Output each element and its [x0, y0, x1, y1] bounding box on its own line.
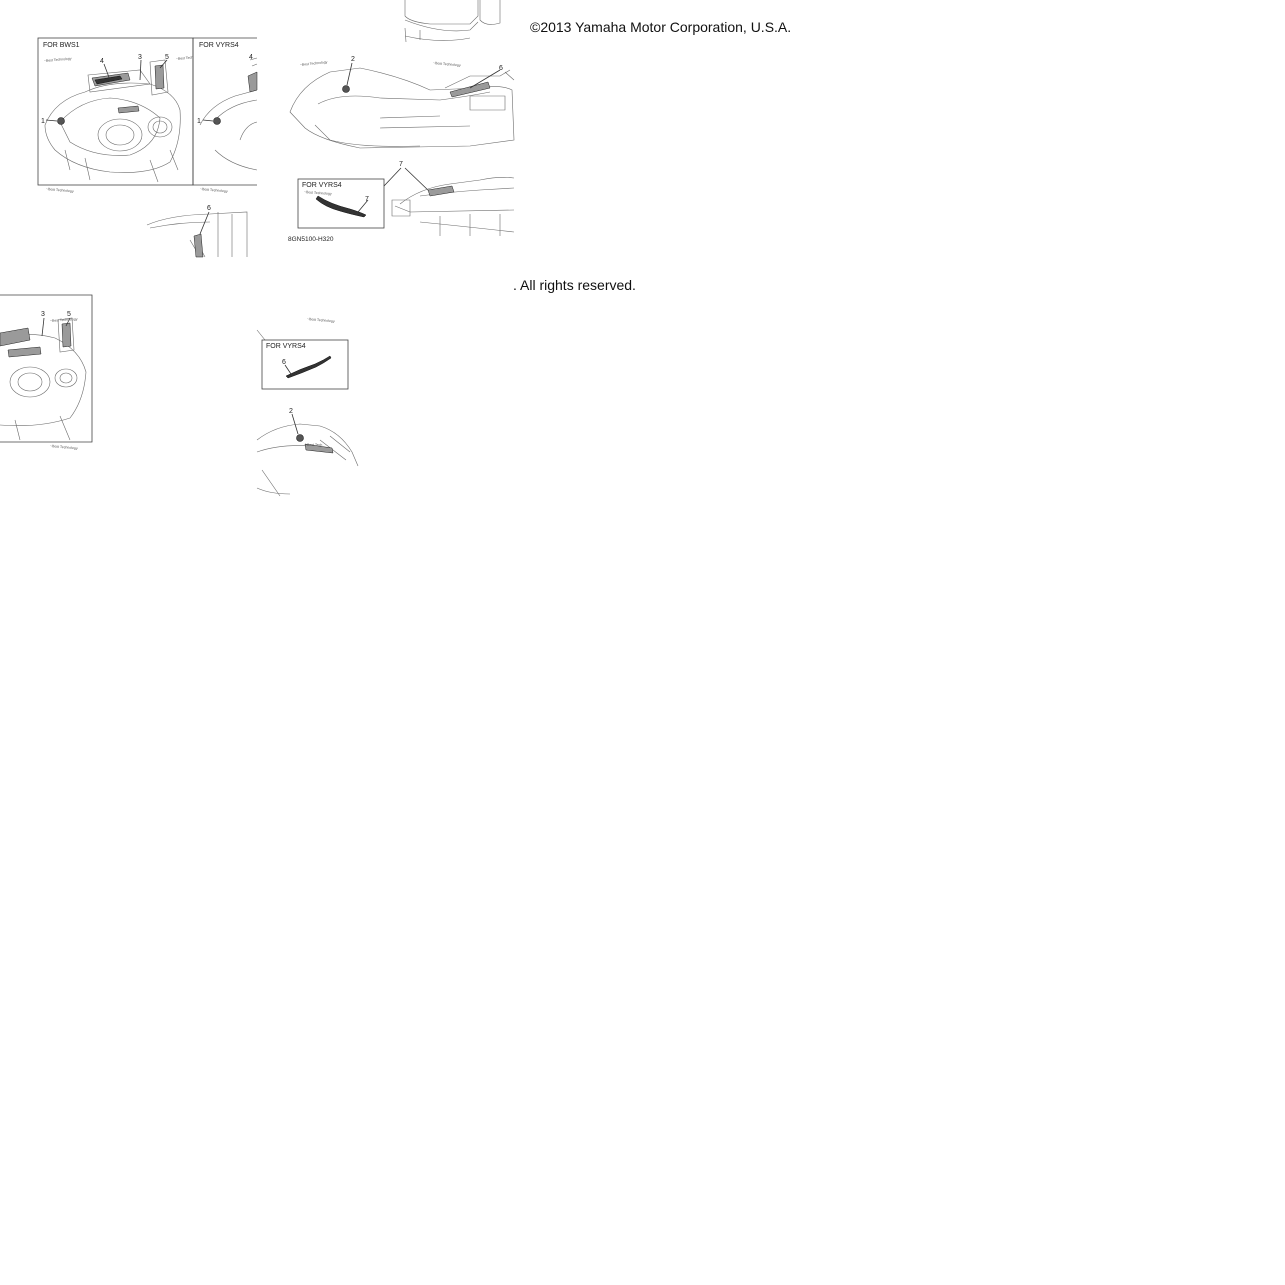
inset-vyrs4-top-label: FOR VYRS4 [199, 42, 239, 49]
inset-bws1-lower [0, 295, 92, 450]
engine-hood-fragment [147, 205, 247, 257]
decal-text-fragment: ~Best Technology [432, 61, 461, 68]
decal-text-fragment: ~Best Technology [49, 317, 78, 323]
rights-reserved-text: . All rights reserved. [513, 277, 636, 293]
inset-vyrs4-mid-label: FOR VYRS4 [302, 182, 342, 189]
side-view-lower [257, 408, 358, 496]
decal-text-fragment: ~Best Technology [49, 444, 78, 451]
part-code: 8GN5100-H320 [288, 236, 334, 243]
decal-text-fragment: ~Best Technology [306, 317, 335, 324]
callout-5: 5 [67, 311, 71, 318]
decal-text-fragment: ~Best Technology [45, 187, 74, 194]
inset-bws1-label: FOR BWS1 [43, 42, 80, 49]
inset-bws1-lower-frame [0, 295, 92, 442]
inset-vyrs4-lower [257, 317, 348, 389]
callout-3: 3 [41, 311, 45, 318]
side-view-rear [384, 161, 514, 236]
rear-view-fragment-top [405, 0, 500, 42]
side-view-upper [290, 56, 514, 148]
copyright-text: ©2013 Yamaha Motor Corporation, U.S.A. [530, 19, 792, 35]
callout-1: 1 [197, 118, 201, 125]
decal-text-fragment: ~Best Tech [305, 443, 323, 447]
callout-6: 6 [282, 359, 286, 366]
callout-7: 7 [399, 161, 403, 168]
callout-6: 6 [499, 65, 503, 72]
inset-bws1 [38, 38, 193, 193]
callout-5: 5 [165, 54, 169, 61]
callout-7: 7 [365, 196, 369, 203]
callout-4: 4 [249, 54, 253, 61]
decal-text-fragment: ~Best Technology [303, 190, 332, 196]
callout-2: 2 [351, 56, 355, 63]
callout-3: 3 [138, 54, 142, 61]
callout-4: 4 [100, 58, 104, 65]
decal-text-fragment: ~Best Tech [175, 55, 194, 61]
inset-vyrs4-top [193, 38, 257, 193]
decal-text-fragment: ~Best Technology [299, 60, 328, 67]
inset-vyrs4-lower-label: FOR VYRS4 [266, 343, 306, 350]
decal-text-fragment: ~Best Technology [199, 187, 228, 194]
decal-text-fragment: ~Best Technology [43, 56, 72, 63]
callout-1: 1 [41, 118, 45, 125]
callout-2: 2 [289, 408, 293, 415]
callout-6: 6 [207, 205, 211, 212]
inset-vyrs4-mid [288, 179, 384, 243]
